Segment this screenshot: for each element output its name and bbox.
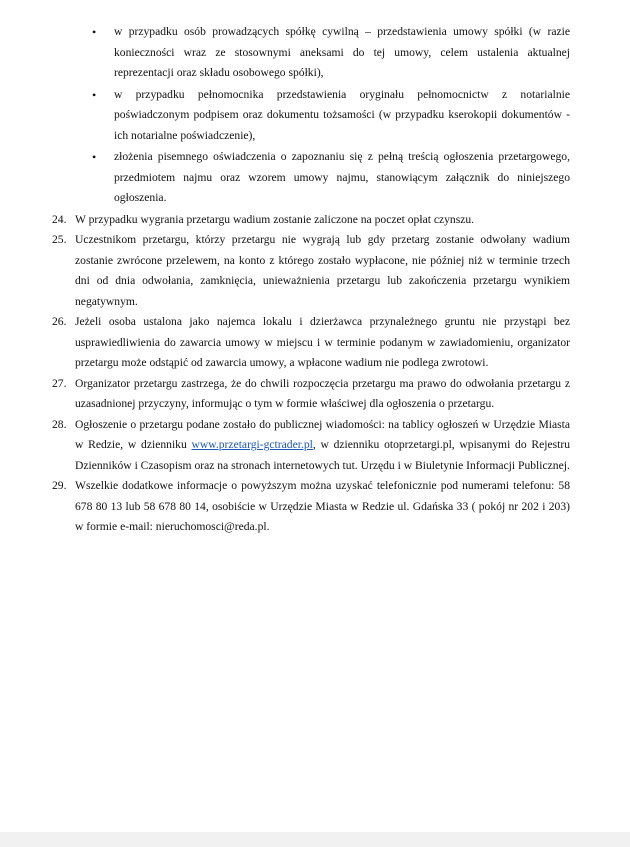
bullet-dot: • <box>92 25 97 39</box>
bullet-list <box>0 22 630 209</box>
item-number: 28. <box>52 417 67 431</box>
list-item-25 <box>52 230 570 312</box>
list-item-26 <box>52 312 570 374</box>
item-number: 26. <box>52 315 67 328</box>
item-text: Jeżeli osoba ustalona jako najemca lokalu i dzierżawca przynależnego gruntu nie przystąpi bez usprawiedliwienia do zawarcia umowy w miejscu i w terminie podanym w zawiadomieniu, organizator przetargu może odstąpić od zawarcia umowy, a wpłacone wadium nie podlega zwrotowi. <box>75 315 570 369</box>
item-text-before-link: Ogłoszenie o przetargu podane zostało do publicznej wiadomości: na tablicy ogłoszeń w Urzędzie Miasta w Redzie, w dzienniku <box>75 417 570 451</box>
item-number: 27. <box>52 376 67 390</box>
item-number: 25. <box>52 233 67 246</box>
item-number: 29. <box>52 479 67 492</box>
item-text: W przypadku wygrania przetargu wadium zostanie zaliczone na poczet opłat czynszu. <box>75 212 475 226</box>
numbered-list <box>0 210 630 538</box>
document-content <box>0 22 630 538</box>
item-text: Wszelkie dodatkowe informacje o powyższym można uzyskać telefonicznie pod numerami telefonu: 58 678 80 13 lub 58 678 80 14, osobiście w Urzędzie Miasta w Redzie ul. Gdańska 33 ( pokój nr 202 i 203) w formie e-mail: nieruchomosci@reda.pl. <box>75 479 570 533</box>
bullet-text: w przypadku osób prowadzących spółkę cywilną – przedstawienia umowy spółki (w razie konieczności wraz ze stosownymi aneksami do tej umowy, celem ustalenia aktualnej reprezentacji oraz składu osobowego spółki), <box>114 25 570 79</box>
item-text: Organizator przetargu zastrzega, że do chwili rozpoczęcia przetargu ma prawo do odwołania przetargu z uzasadnionej przyczyny, informując o tym w formie właściwej dla ogłoszenia o przetargu. <box>75 376 570 410</box>
item-text-after-link: , w dzienniku otoprzetargi.pl, wpisanymi do Rejestru Dzienników i Czasopism oraz na stronach internetowych tut. Urzędu i w Biuletynie Informacji Publicznej. <box>75 438 570 472</box>
list-item-28 <box>52 415 570 477</box>
viewer-bottom-strip <box>0 832 630 847</box>
bullet-item <box>92 85 570 147</box>
bullet-item <box>92 147 570 209</box>
bullet-text: w przypadku pełnomocnika przedstawienia oryginału pełnomocnictw z notarialnie poświadczonym podpisem oraz dokumentu tożsamości (w przypadku kserokopii dokumentów - ich notarialne poświadczenie), <box>114 87 570 142</box>
bullet-text: złożenia pisemnego oświadczenia o zapoznaniu się z pełną treścią ogłoszenia przetargowego, przedmiotem najmu oraz wzorem umowy najmu, stanowiącym załącznik do niniejszego ogłoszenia. <box>114 150 570 204</box>
list-item-27 <box>52 374 570 415</box>
bullet-dot: • <box>92 87 97 102</box>
list-item-29 <box>52 476 570 538</box>
bullet-item <box>92 22 570 84</box>
item-number: 24. <box>52 212 67 226</box>
list-item-24 <box>52 210 570 231</box>
bullet-dot: • <box>92 150 97 164</box>
przetargi-link[interactable]: www.przetargi-gctrader.pl <box>191 438 313 451</box>
item-text: Uczestnikom przetargu, którzy przetargu nie wygrają lub gdy przetarg zostanie odwołany wadium zostanie zwrócone przelewem, na konto z którego zostało wypłacone, nie później niż w terminie trzech dni od dnia odwołania, zamknięcia, unieważnienia przetargu lub zakończenia przetargu wynikiem negatywnym. <box>75 233 570 308</box>
